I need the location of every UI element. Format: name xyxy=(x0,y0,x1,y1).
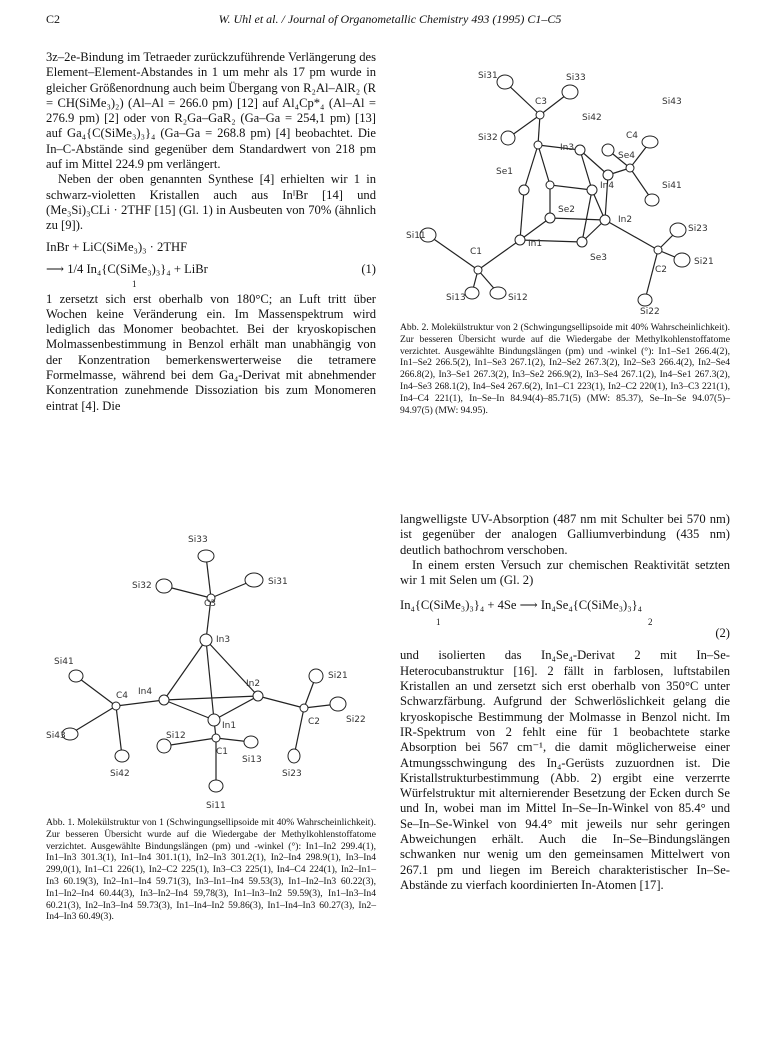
paragraph: 3z–2e-Bindung im Tetraeder zurückzuführende Verlängerung des Element–Element-Abstandes in 1 um mehr als 17 pm wurde in gleicher Größenordnung auch beim Übergang von R₂Al–AlR₂ (R = CH(SiMe₃)₂) (Al–Al = 266.0 pm) [12] auf Al₄Cp*₄ (Al–Al = 276.9 pm) [2] oder von R₂Ga–GaR₂ (Ga–Ga = 254,1 pm) [13] auf Ga₄{C(SiMe₃)₃}₄ (Ga–Ga = 268.8 pm) [4] beobachtet. Die In–C-Abstände sind gegenüber dem Standardwert von 218 pm auf im Mittel 224.9 pm verlängert. xyxy=(46,50,376,172)
atom-label: Si23 xyxy=(282,769,302,779)
figure-2-molecular-structure xyxy=(400,50,730,318)
atom-label: Si21 xyxy=(694,257,714,267)
atom-label: Si13 xyxy=(242,755,262,765)
atom-label: In3 xyxy=(216,635,231,645)
paragraph: 1 zersetzt sich erst oberhalb von 180°C; an Luft tritt über Wochen keine Veränderung ein. Im Massenspektrum wird lediglich das Monomer beobachtet. Bei der kryoskopischen Molmassenbestimmung in Benzol erhält man unabhängig von der Konzentration bemerkenswerterweise die tetramere Formelmasse, während bei dem Ga₄-Derivat mit abnehmender Konzentration zunehmende Dissoziation bis zum Monomeren eintrat [4]. Die xyxy=(46,291,376,413)
atom-label: In2 xyxy=(246,679,261,689)
equation-text: ⟶ 1/4 In₄{C(SiMe₃)₃}₄ + LiBr xyxy=(46,261,208,276)
paragraph: Neben der oben genannten Synthese [4] erhielten wir 1 in schwarz-violetten Kristallen auch aus InᴵBr [14] und (Me₃Si)₃CLi · 2THF [15] (Gl. 1) in Ausbeuten von 70% (ähnlich zu [9]). xyxy=(46,172,376,233)
equation-number: (1) xyxy=(361,261,376,276)
paragraph: In einem ersten Versuch zur chemischen Reaktivität setzten wir 1 mit Selen um (Gl. 2) xyxy=(400,557,730,588)
atom-label: Si33 xyxy=(188,535,208,545)
atom-label: Si32 xyxy=(478,133,498,143)
atom-label: Si42 xyxy=(110,769,130,779)
atom-label: In4 xyxy=(600,181,615,191)
atom-label: C1 xyxy=(470,247,483,257)
atom-label: Si31 xyxy=(268,577,288,587)
figure-2-caption: Abb. 2. Molekülstruktur von 2 (Schwingungsellipsoide mit 40% Wahrscheinlichkeit). Zur besseren Übersicht wurde auf die Wiedergabe der Methylkohlenstoffatome verzichtet. Ausgewählte Bindungslängen (pm) und -winkel (°): In1–Se1 266.4(2), In1–Se2 266.5(2), In1–Se3 267.1(2), In2–Se2 267.3(2), In2–Se3 266.4(2), In2–Se4 266.8(2), In3–Se1 267.3(2), In3–Se2 266.9(2), In3–Se4 267.1(2), In4–Se1 267.3(2), In4–Se3 268.1(2), In4–Se4 267.6(2), In1–C1 223(1), In2–C2 220(1), In3–C3 221(1), In4–C4 221(1), In–Se–In 84.94(4)–85.71(5) (MW: 85.37), Se–In–Se 94.07(5)–94.97(5) (MW: 94.95). xyxy=(400,322,730,416)
atom-label: Si12 xyxy=(508,293,528,303)
equation-text: In₄{C(SiMe₃)₃}₄ + 4Se ⟶ In₄Se₄{C(SiMe₃)₃}₄ xyxy=(400,598,643,613)
ortep-diagram xyxy=(46,528,376,814)
atom-label: Si42 xyxy=(582,113,602,123)
atom-label: Si43 xyxy=(662,97,682,107)
atom-label: C2 xyxy=(308,717,321,727)
figure-1-caption: Abb. 1. Molekülstruktur von 1 (Schwingungsellipsoide mit 40% Wahrscheinlichkeit). Zur besseren Übersicht wurde auf die Wiedergabe der Methylkohlenstoffatome verzichtet. Ausgewählte Bindungslängen (pm) und -winkel (°): In1–In2 299.4(1), In1–In3 301.3(1), In1–In4 301.1(1), In2–In3 301.2(1), In2–In4 298.9(1), In3–In4 299,0(1), In1–C1 226(1), In2–C2 225(1), In3–C3 225(1), In4–C4 224(1), In2–In1–In3 60.19(3), In2–In1–In4 59.71(3), In3–In1–In4 59.53(3), In1–In2–In3 60.22(3), In1–In2–In4 60.44(3), In3–In2–In4 59,78(3), In1–In3–In2 59.59(3), In1–In3–In4 60.21(3), In2–In3–In4 59.73(3), In1–In4–In2 59.86(3), In1–In4–In3 60.27(3), In2–In4–In3 60.49(3). xyxy=(46,817,376,923)
equation-1-line-1 xyxy=(46,240,376,258)
equation-2 xyxy=(400,598,730,644)
equation-1-line-2 xyxy=(46,262,376,288)
paragraph: langwelligste UV-Absorption (487 nm mit Schulter bei 570 nm) ist gegenüber der analogen Galliumverbindung (435 nm) deutlich bathochrom verschoben. xyxy=(400,512,730,557)
atom-label: Si31 xyxy=(478,71,498,81)
atom-label: Se3 xyxy=(590,253,607,263)
atom-label: Si11 xyxy=(406,231,426,241)
equation-number: (2) xyxy=(715,626,730,641)
atom-label: Si21 xyxy=(328,671,348,681)
atom-label: Si11 xyxy=(206,801,226,811)
equation-text: InBr + LiC(SiMe₃)₃ · 2THF xyxy=(46,239,188,254)
compound-label: 2 xyxy=(648,617,653,628)
atom-label: Si23 xyxy=(688,224,708,234)
atom-label: Si13 xyxy=(446,293,466,303)
left-column-text xyxy=(46,50,376,414)
atom-label: C3 xyxy=(204,599,217,609)
figure-1-molecular-structure xyxy=(46,528,376,814)
atom-label: Si22 xyxy=(346,715,366,725)
atom-label: Se1 xyxy=(496,167,513,177)
right-column-text xyxy=(400,512,730,893)
atom-label: C4 xyxy=(626,131,639,141)
paragraph: und isolierten das In₄Se₄-Derivat 2 mit In–Se-Heterocubanstruktur [16]. 2 fällt in farblosen, luftstabilen Kristallen an und zersetzt sich erst oberhalb von 350°C unter Schwarzfärbung. Aufgrund der Schwerlöslichkeit gelang die kryoskopische Bestimmung der Molmasse in Benzol nicht. Im IR-Spektrum von 2 fehlt eine für 1 beobachtete starke Absorption bei 567 cm⁻¹, die damit möglicherweise einer Atmungsschwingung des In₄-Gerüsts zuzuordnen ist. Die Kristallstrukturbestimmung (Abb. 2) ergibt eine verzerrte Würfelstruktur mit alternierender Besetzung der Ecken durch Se und In, wobei man im Mittel In–Se–In-Winkel von 85.4° und Se–In–Se-Winkel von 94.4° mit jeweils nur sehr geringen Abweichungen erhält. Auch die In–Se–Bindungslängen schwanken nur wenig um den gemeinsamen Mittelwert von 267.1 pm und liegen im Bereich charakteristischer In–Se-Abstände zu vierfach koordinierten In-Atomen [17]. xyxy=(400,648,730,892)
atom-label: Si43 xyxy=(46,731,66,741)
atom-label: In1 xyxy=(528,239,543,249)
atom-label: In1 xyxy=(222,721,237,731)
compound-label: 1 xyxy=(436,617,441,628)
atom-label: C2 xyxy=(655,265,668,275)
atom-label: C4 xyxy=(116,691,129,701)
running-header xyxy=(46,12,734,28)
compound-label: 1 xyxy=(132,278,137,289)
atom-label: In4 xyxy=(138,687,153,697)
atom-label: Si41 xyxy=(54,657,74,667)
atom-label: Se2 xyxy=(558,205,575,215)
atom-label: C3 xyxy=(535,97,548,107)
page-number: C2 xyxy=(46,12,61,26)
atom-label: In2 xyxy=(618,215,633,225)
atom-label: Si12 xyxy=(166,731,186,741)
atom-label: Si41 xyxy=(662,181,682,191)
atom-label: Si22 xyxy=(640,307,660,317)
atom-label: C1 xyxy=(216,747,229,757)
atom-label: Si33 xyxy=(566,73,586,83)
atom-label: In3 xyxy=(560,143,575,153)
atom-label: Si32 xyxy=(132,581,152,591)
atom-label: Se4 xyxy=(618,151,635,161)
ortep-diagram xyxy=(400,50,730,318)
journal-citation: W. Uhl et al. / Journal of Organometallic Chemistry 493 (1995) C1–C5 xyxy=(218,12,562,26)
